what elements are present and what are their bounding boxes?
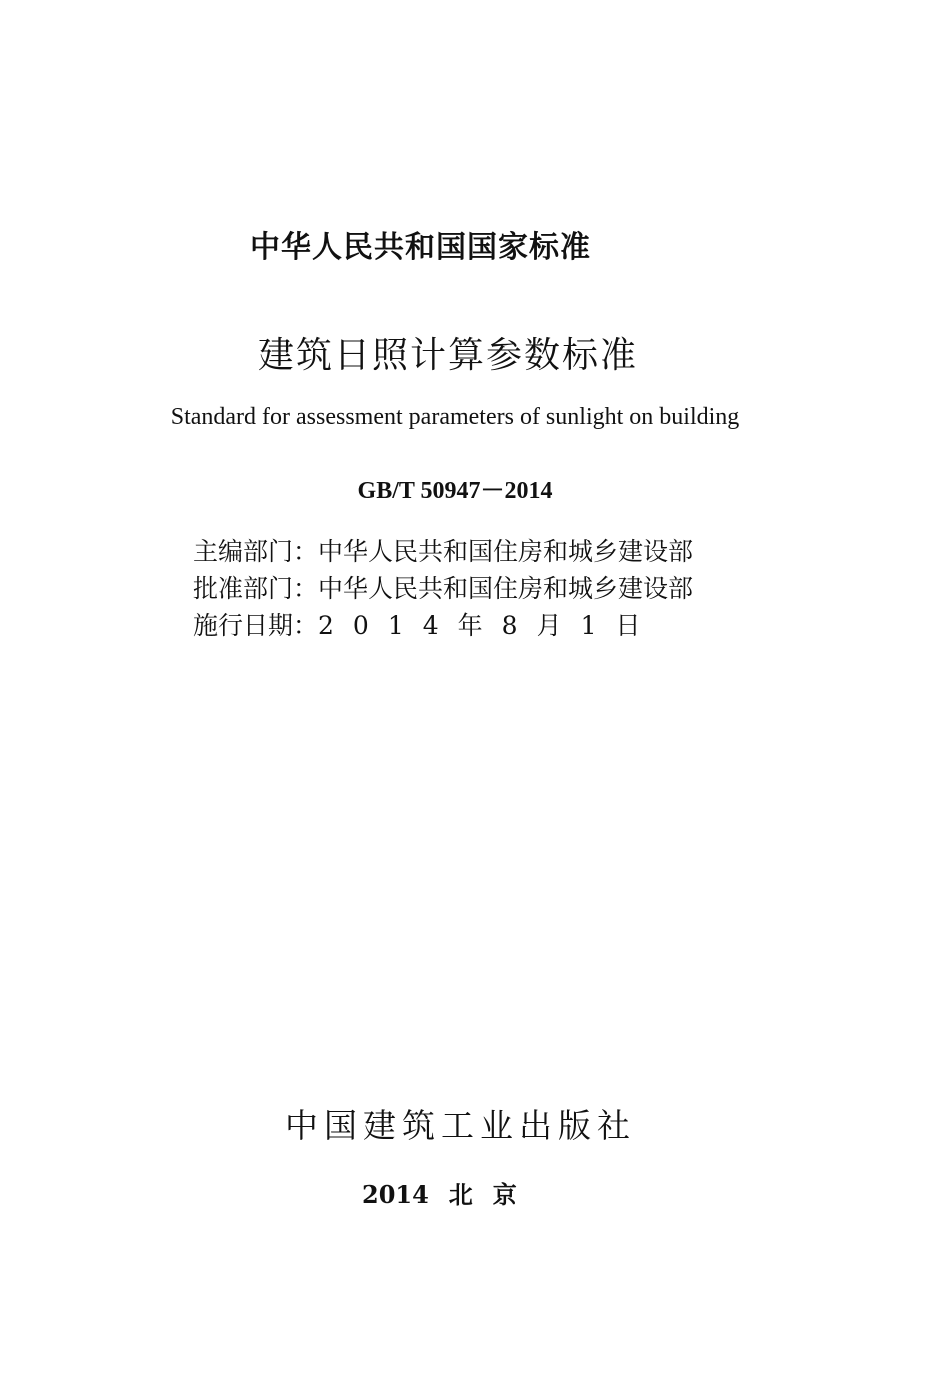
national-standard-heading: 中华人民共和国国家标准 <box>250 230 591 265</box>
date-part: 年 <box>457 611 483 640</box>
publication-info <box>193 533 693 644</box>
date-part: 2 <box>318 611 334 640</box>
editor-row <box>193 533 693 570</box>
effective-date-value <box>318 611 640 640</box>
effective-date-row <box>193 607 693 644</box>
date-part: 1 <box>387 611 404 640</box>
publication-place-year <box>362 1175 537 1210</box>
approver-row <box>193 570 693 607</box>
date-part: 0 <box>352 611 369 640</box>
standard-title-english: Standard for assessment parameters of sunlight on building <box>170 404 740 430</box>
publisher-name: 中国建筑工业出版社 <box>285 1106 636 1145</box>
editor-label: 主编部门： <box>193 537 319 566</box>
publication-year: 2014 <box>362 1180 429 1209</box>
date-part: 4 <box>422 611 439 640</box>
date-part: 日 <box>615 611 641 640</box>
standard-code: GB/T 50947－2014 <box>357 478 553 504</box>
standard-title-chinese: 建筑日照计算参数标准 <box>258 335 639 376</box>
approver-value: 中华人民共和国住房和城乡建设部 <box>318 574 694 603</box>
date-part: 8 <box>501 611 518 640</box>
date-part: 月 <box>536 611 562 640</box>
editor-value: 中华人民共和国住房和城乡建设部 <box>318 537 694 566</box>
approver-label: 批准部门： <box>193 574 319 603</box>
date-part: 1 <box>580 611 597 640</box>
publication-city: 北京 <box>448 1180 537 1209</box>
effective-date-label: 施行日期： <box>193 611 319 640</box>
